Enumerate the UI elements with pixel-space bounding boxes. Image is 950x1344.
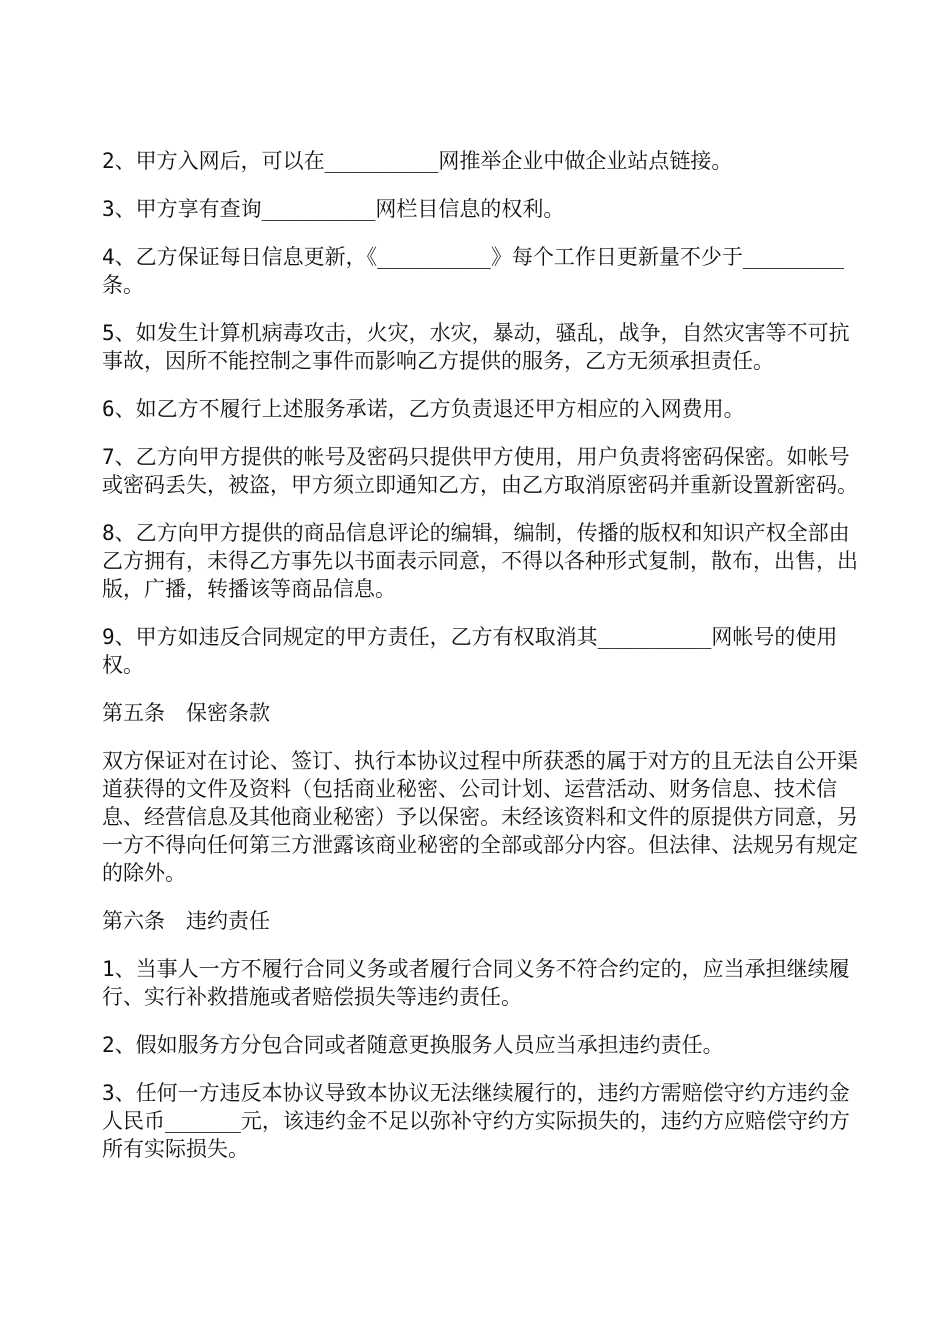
clause-item-9: 9、甲方如违反合同规定的甲方责任，乙方有权取消其_________网帐号的使用权。 — [102, 625, 838, 677]
clause-item-6: 6、如乙方不履行上述服务承诺，乙方负责退还甲方相应的入网费用。 — [102, 397, 745, 421]
liability-item-2: 2、假如服务方分包合同或者随意更换服务人员应当承担违约责任。 — [102, 1033, 724, 1057]
article-6-heading: 第六条 违约责任 — [102, 909, 270, 933]
liability-item-1: 1、当事人一方不履行合同义务或者履行合同义务不符合约定的，应当承担继续履行、实行补救措施或者赔偿损失等违约责任。 — [102, 957, 850, 1009]
clause-item-5: 5、如发生计算机病毒攻击，火灾，水灾，暴动，骚乱，战争，自然灾害等不可抗事故，因所不能控制之事件而影响乙方提供的服务，乙方无须承担责任。 — [102, 321, 850, 373]
clause-item-8: 8、乙方向甲方提供的商品信息评论的编辑，编制，传播的版权和知识产权全部由乙方拥有，未得乙方事先以书面表示同意，不得以各种形式复制，散布，出售，出版，广播，转播该等商品信息。 — [102, 521, 858, 601]
clause-item-7: 7、乙方向甲方提供的帐号及密码只提供甲方使用，用户负责将密码保密。如帐号或密码丢失，被盗，甲方须立即通知乙方，由乙方取消原密码并重新设置新密码。 — [102, 445, 858, 497]
liability-item-3: 3、任何一方违反本协议导致本协议无法继续履行的，违约方需赔偿守约方违约金人民币______元，该违约金不足以弥补守约方实际损失的，违约方应赔偿守约方所有实际损失。 — [102, 1081, 850, 1161]
document-body — [102, 147, 862, 1183]
clause-item-4: 4、乙方保证每日信息更新，《_________》每个工作日更新量不少于________条。 — [102, 245, 845, 297]
article-5-heading: 第五条 保密条款 — [102, 701, 270, 725]
clause-item-2: 2、甲方入网后，可以在_________网推举企业中做企业站点链接。 — [102, 149, 733, 173]
confidentiality-paragraph: 双方保证对在讨论、签订、执行本协议过程中所获悉的属于对方的且无法自公开渠道获得的文件及资料（包括商业秘密、公司计划、运营活动、财务信息、技术信息、经营信息及其他商业秘密）予以保密。未经该资料和文件的原提供方同意，另一方不得向任何第三方泄露该商业秘密的全部或部分内容。但法律、法规另有规定的除外。 — [102, 749, 858, 885]
clause-item-3: 3、甲方享有查询_________网栏目信息的权利。 — [102, 197, 565, 221]
